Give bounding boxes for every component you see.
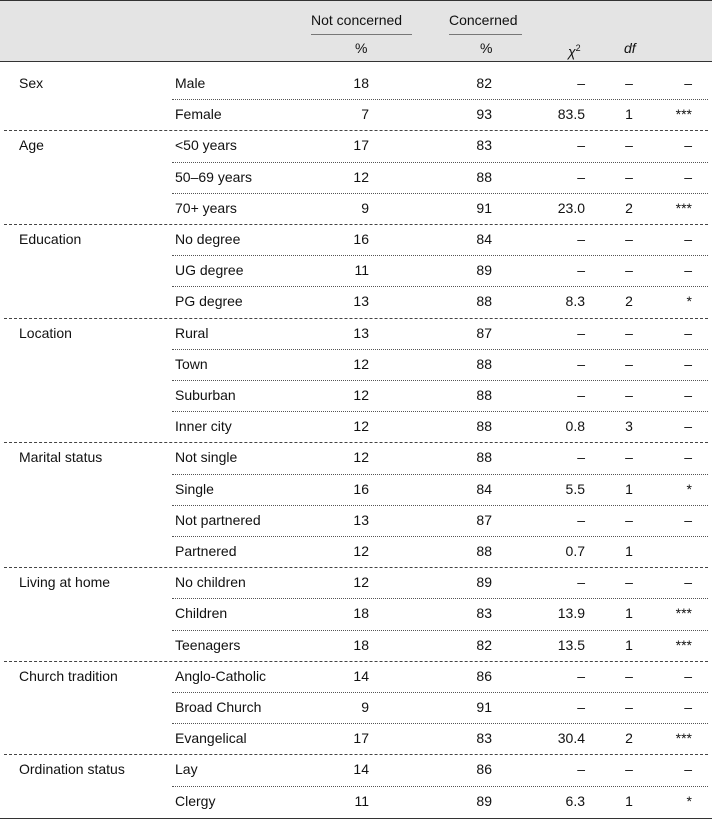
- chi-square-cell: –: [577, 699, 585, 715]
- not-concerned-cell: 12: [353, 449, 369, 466]
- concerned-cell: 87: [476, 324, 492, 341]
- category-cell: Evangelical: [175, 730, 247, 747]
- not-concerned-cell: 11: [354, 792, 369, 809]
- table-row: [0, 380, 712, 411]
- not-concerned-cell: 17: [353, 137, 369, 154]
- table-row: [0, 130, 712, 161]
- not-concerned-cell: 13: [353, 293, 369, 310]
- chi-square-cell: 8.3: [565, 293, 585, 310]
- df-cell: 1: [625, 543, 633, 559]
- df-cell: –: [625, 574, 633, 591]
- chi-square-cell: –: [577, 75, 585, 91]
- not-concerned-cell: 18: [353, 605, 369, 622]
- chi-square-cell: –: [577, 137, 585, 154]
- df-cell: –: [625, 262, 633, 279]
- significance-cell: –: [684, 168, 692, 185]
- chi-square-cell: 83.5: [557, 106, 585, 123]
- group-label: Church tradition: [19, 667, 118, 684]
- not-concerned-cell: 16: [353, 231, 369, 247]
- not-concerned-cell: 14: [353, 667, 369, 684]
- group-label: Age: [19, 137, 44, 154]
- category-cell: Female: [175, 106, 222, 123]
- chi-square-cell: 23.0: [557, 199, 585, 216]
- chi-square-cell: –: [577, 667, 585, 684]
- chi-square-cell: –: [577, 355, 585, 372]
- not-concerned-cell: 9: [361, 199, 369, 216]
- header-chi-square: $\chi^2$: [568, 43, 581, 60]
- category-cell: Single: [175, 480, 214, 497]
- table-row: [0, 68, 712, 99]
- significance-cell: ***: [675, 605, 692, 622]
- chi-square-cell: 13.5: [557, 636, 585, 653]
- significance-cell: –: [684, 231, 692, 247]
- concerned-cell: 88: [476, 387, 492, 403]
- df-cell: 1: [625, 480, 633, 497]
- df-cell: –: [625, 355, 633, 372]
- chi-square-cell: 30.4: [557, 730, 585, 747]
- significance-cell: ***: [675, 730, 692, 747]
- concerned-cell: 84: [476, 480, 492, 497]
- group-label: Living at home: [19, 574, 111, 591]
- df-cell: –: [625, 168, 633, 185]
- table-row: [0, 224, 712, 255]
- category-cell: No degree: [175, 231, 241, 247]
- significance-cell: –: [684, 761, 692, 778]
- concerned-cell: 89: [476, 262, 492, 279]
- table-row: [0, 598, 712, 629]
- group-label: Sex: [19, 75, 44, 91]
- chi-square-cell: –: [577, 324, 585, 341]
- chi-square-cell: –: [577, 449, 585, 466]
- category-cell: Male: [175, 75, 206, 91]
- significance-cell: *: [686, 480, 692, 497]
- category-cell: 50–69 years: [175, 168, 253, 185]
- significance-cell: –: [684, 699, 692, 715]
- chi-square-cell: –: [577, 231, 585, 247]
- significance-cell: –: [684, 449, 692, 466]
- not-concerned-cell: 7: [361, 106, 369, 123]
- category-cell: <50 years: [175, 137, 237, 154]
- concerned-cell: 88: [476, 543, 492, 559]
- category-cell: Broad Church: [175, 699, 262, 715]
- not-concerned-cell: 12: [353, 574, 369, 591]
- not-concerned-cell: 18: [353, 75, 369, 91]
- bottom-rule: [0, 818, 712, 819]
- not-concerned-cell: 12: [353, 355, 369, 372]
- category-cell: Not partnered: [175, 511, 261, 528]
- df-cell: –: [625, 511, 633, 528]
- table-row: [0, 411, 712, 442]
- concerned-cell: 91: [476, 699, 492, 715]
- df-cell: 3: [625, 418, 633, 435]
- concerned-cell: 87: [476, 511, 492, 528]
- not-concerned-cell: 13: [353, 511, 369, 528]
- significance-cell: –: [684, 387, 692, 403]
- not-concerned-cell: 11: [354, 262, 369, 279]
- concerned-cell: 82: [476, 75, 492, 91]
- category-cell: Partnered: [175, 543, 237, 559]
- table-row: [0, 349, 712, 380]
- header-underline: [311, 34, 412, 35]
- table-row: [0, 193, 712, 224]
- group-label: Location: [19, 324, 72, 341]
- not-concerned-cell: 12: [353, 418, 369, 435]
- table-row: [0, 536, 712, 567]
- df-cell: 1: [625, 792, 633, 809]
- chi-square-cell: 0.7: [565, 543, 585, 559]
- df-cell: 2: [625, 293, 633, 310]
- not-concerned-cell: 12: [353, 168, 369, 185]
- df-cell: –: [625, 387, 633, 403]
- df-cell: –: [625, 75, 633, 91]
- concerned-cell: 88: [476, 418, 492, 435]
- header-percent-not-concerned: %: [355, 40, 368, 56]
- df-cell: 1: [625, 605, 633, 622]
- concerned-cell: 86: [476, 667, 492, 684]
- category-cell: UG degree: [175, 262, 244, 279]
- chi-square-cell: 0.8: [565, 418, 585, 435]
- header-df: df: [624, 40, 636, 56]
- category-cell: Lay: [175, 761, 198, 778]
- header-not-concerned: Not concerned: [311, 12, 403, 28]
- significance-cell: ***: [675, 636, 692, 653]
- header-percent-concerned: %: [480, 40, 493, 56]
- concerned-cell: 83: [476, 605, 492, 622]
- table-row: [0, 505, 712, 536]
- not-concerned-cell: 18: [353, 636, 369, 653]
- df-cell: –: [625, 231, 633, 247]
- df-cell: –: [625, 324, 633, 341]
- significance-cell: –: [684, 262, 692, 279]
- table-row: [0, 754, 712, 785]
- category-cell: PG degree: [175, 293, 243, 310]
- df-cell: –: [625, 137, 633, 154]
- table-row: [0, 99, 712, 130]
- concerned-cell: 93: [476, 106, 492, 123]
- concerned-cell: 89: [476, 574, 492, 591]
- significance-cell: *: [686, 792, 692, 809]
- concerned-cell: 89: [476, 792, 492, 809]
- table-row: [0, 723, 712, 754]
- category-cell: No children: [175, 574, 246, 591]
- group-label: Education: [19, 231, 82, 247]
- table-row: [0, 255, 712, 286]
- table-header: [0, 0, 712, 62]
- chi-square-cell: 6.3: [565, 792, 585, 809]
- category-cell: Not single: [175, 449, 238, 466]
- concerned-cell: 83: [476, 137, 492, 154]
- significance-cell: –: [684, 511, 692, 528]
- not-concerned-cell: 16: [353, 480, 369, 497]
- chi-square-cell: –: [577, 574, 585, 591]
- df-cell: 2: [625, 199, 633, 216]
- concerned-cell: 86: [476, 761, 492, 778]
- table-row: [0, 318, 712, 349]
- significance-cell: –: [684, 324, 692, 341]
- significance-cell: *: [686, 293, 692, 310]
- concerned-cell: 91: [476, 199, 492, 216]
- category-cell: Clergy: [175, 792, 216, 809]
- header-underline: [449, 34, 522, 35]
- concerned-cell: 82: [476, 636, 492, 653]
- not-concerned-cell: 14: [353, 761, 369, 778]
- category-cell: Suburban: [175, 387, 236, 403]
- df-cell: 1: [625, 106, 633, 123]
- not-concerned-cell: 13: [353, 324, 369, 341]
- significance-cell: –: [684, 667, 692, 684]
- df-cell: 2: [625, 730, 633, 747]
- header-concerned: Concerned: [449, 12, 518, 28]
- table-row: [0, 661, 712, 692]
- significance-cell: –: [684, 574, 692, 591]
- chi-square-cell: 13.9: [557, 605, 585, 622]
- df-cell: –: [625, 667, 633, 684]
- concerned-cell: 88: [476, 168, 492, 185]
- significance-cell: ***: [675, 199, 692, 216]
- category-cell: Children: [175, 605, 228, 622]
- concerned-cell: 83: [476, 730, 492, 747]
- chi-square-cell: –: [577, 387, 585, 403]
- concerned-cell: 88: [476, 449, 492, 466]
- category-cell: Teenagers: [175, 636, 241, 653]
- df-cell: –: [625, 449, 633, 466]
- not-concerned-cell: 17: [353, 730, 369, 747]
- category-cell: 70+ years: [175, 199, 237, 216]
- group-label: Ordination status: [19, 761, 125, 778]
- table-row: [0, 474, 712, 505]
- table-row: [0, 162, 712, 193]
- table-row: [0, 692, 712, 723]
- df-cell: 1: [625, 636, 633, 653]
- concerned-cell: 88: [476, 293, 492, 310]
- category-cell: Inner city: [175, 418, 232, 435]
- chi-square-cell: –: [577, 168, 585, 185]
- concerned-cell: 88: [476, 355, 492, 372]
- category-cell: Anglo-Catholic: [175, 667, 267, 684]
- not-concerned-cell: 12: [353, 387, 369, 403]
- table-row: [0, 442, 712, 473]
- group-label: Marital status: [19, 449, 103, 466]
- table-row: [0, 786, 712, 817]
- significance-cell: –: [684, 75, 692, 91]
- chi-square-cell: 5.5: [565, 480, 585, 497]
- significance-cell: –: [684, 137, 692, 154]
- df-cell: –: [625, 699, 633, 715]
- category-cell: Town: [175, 355, 208, 372]
- table-row: [0, 567, 712, 598]
- table-row: [0, 286, 712, 317]
- significance-cell: ***: [675, 106, 692, 123]
- chi-square-cell: –: [577, 761, 585, 778]
- df-cell: –: [625, 761, 633, 778]
- significance-cell: –: [684, 355, 692, 372]
- not-concerned-cell: 9: [361, 699, 369, 715]
- table-row: [0, 630, 712, 661]
- significance-cell: –: [684, 418, 692, 435]
- chi-square-cell: –: [577, 511, 585, 528]
- not-concerned-cell: 12: [353, 543, 369, 559]
- concerned-cell: 84: [476, 231, 492, 247]
- chi-square-cell: –: [577, 262, 585, 279]
- category-cell: Rural: [175, 324, 209, 341]
